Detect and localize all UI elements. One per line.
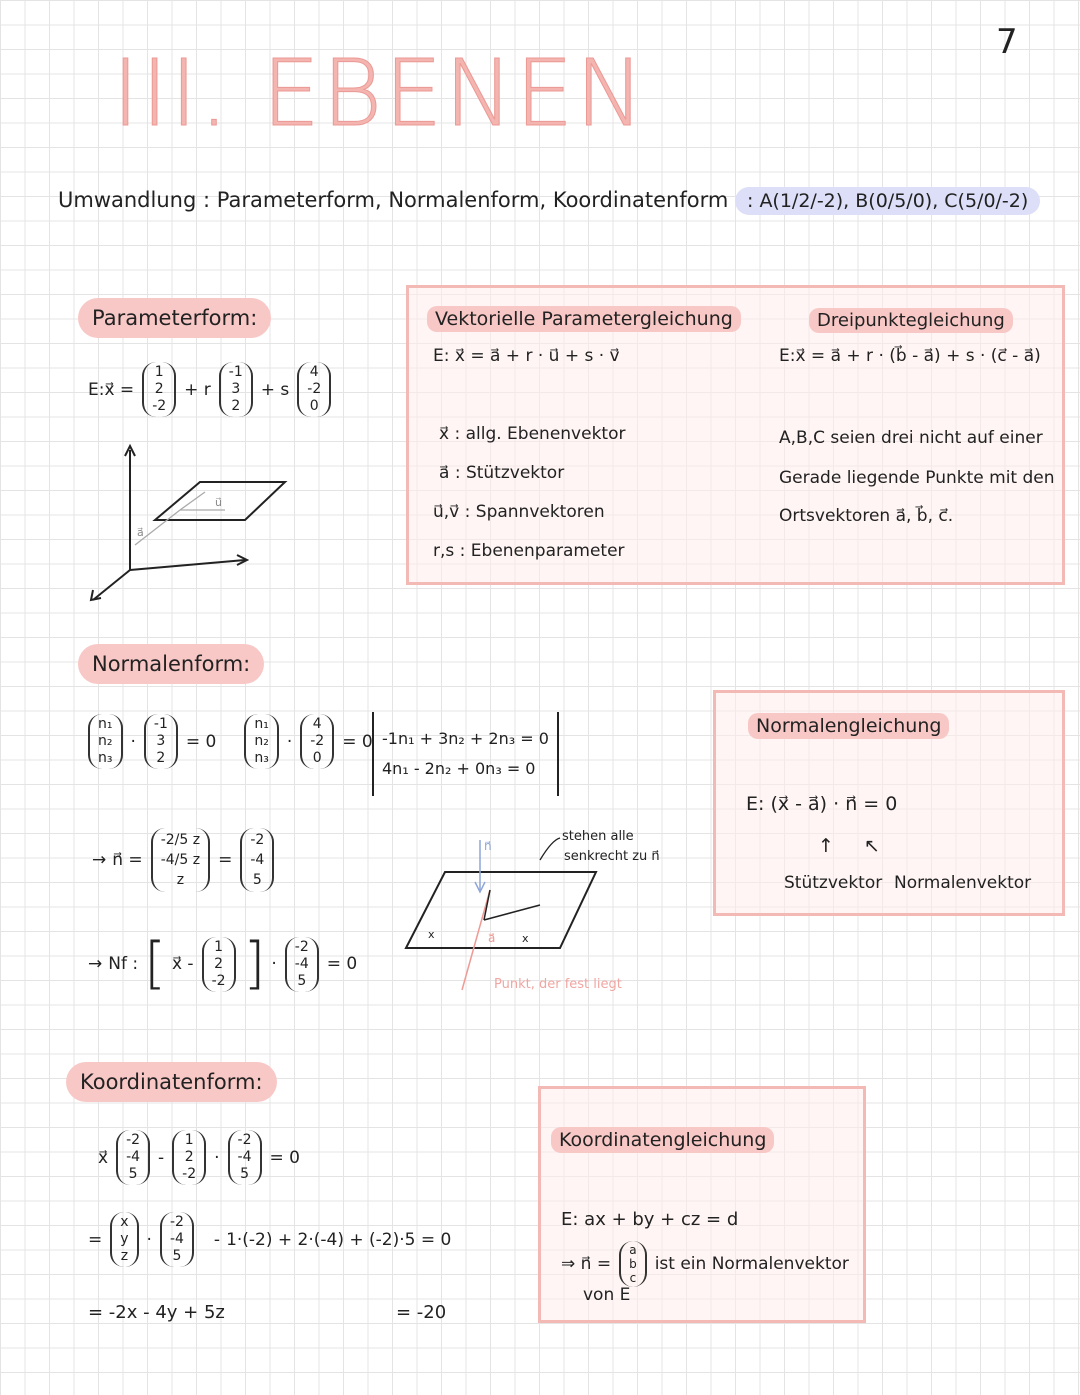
vector-n: n₁ n₂ n₃	[88, 714, 123, 769]
normal-plane-diagram	[400, 830, 680, 1000]
vector-v: 4 -2 0	[297, 362, 331, 417]
koordinatenform-result: = -20	[396, 1302, 447, 1323]
nf-equation: → Nf : [ x⃗ - 1 2 -2 ] · -2 -4 5 = 0	[88, 931, 358, 996]
diagram-n-label: n⃗	[484, 839, 492, 853]
legend-a: a⃗ : Stützvektor	[439, 463, 565, 483]
koordinatenform-line-3: = -2x - 4y + 5z	[88, 1302, 225, 1323]
intro-label: Umwandlung	[58, 188, 197, 212]
koordinatengleichung-von-e: von E	[583, 1285, 631, 1305]
dreipunkte-desc-2: Gerade liegende Punkte mit den	[779, 468, 1055, 488]
page-title: III. EBENEN	[112, 40, 647, 147]
diagram-point-note: Punkt, der fest liegt	[494, 977, 622, 992]
plane-axes-diagram	[85, 440, 305, 605]
normalengleichung-box: Normalengleichung E: (x⃗ - a⃗) · n⃗ = 0 ↑ ↖ Stützvektor Normalenvektor	[713, 690, 1065, 916]
diagram-u-label: u⃗	[215, 496, 222, 509]
parameterform-heading: Parameterform:	[78, 298, 271, 338]
dreipunkte-heading: Dreipunktegleichung	[809, 308, 1013, 333]
intro-points: : A(1/2/-2), B(0/5/0), C(5/0/-2)	[735, 187, 1040, 215]
legend-x: x⃗ : allg. Ebenenvektor	[439, 424, 626, 444]
legend-uv: u⃗,v⃗ : Spannvektoren	[433, 502, 605, 522]
dreipunkte-desc-1: A,B,C seien drei nicht auf einer	[779, 428, 1043, 448]
intro-forms: Parameterform, Normalenform, Koordinatenform	[216, 188, 729, 212]
diagram-note-1: stehen alle	[562, 830, 634, 844]
dreipunkte-desc-3: Ortsvektoren a⃗, b⃗, c⃗.	[779, 506, 954, 526]
koordinatengleichung-heading: Koordinatengleichung	[551, 1127, 774, 1153]
normalenform-dot-equations: n₁ n₂ n₃ · -1 3 2 = 0 n₁ n₂ n₃ · 4 -2 0 = 0	[86, 714, 373, 769]
normalenform-heading: Normalenform:	[78, 644, 264, 684]
koordinatengleichung-normal: ⇒ n⃗ = a b c ist ein Normalenvektor	[561, 1243, 849, 1285]
koordinatenform-line-1: x⃗ -2 -4 5 - 1 2 -2 · -2 -4 5 = 0	[98, 1130, 300, 1185]
diagram-a-label: a⃗	[137, 526, 144, 539]
label-normalenvektor: Normalenvektor	[894, 873, 1032, 893]
equation-system: -1n₁ + 3n₂ + 2n₃ = 0 4n₁ - 2n₂ + 0n₃ = 0	[372, 712, 559, 796]
dreipunkte-equation: E:x⃗ = a⃗ + r · (b⃗ - a⃗) + s · (c⃗ - a⃗)	[779, 346, 1041, 366]
koordinatenform-line-2: = x y z · -2 -4 5 - 1·(-2) + 2·(-4) + (-2)·5 = 0	[88, 1212, 451, 1267]
normalengleichung-equation: E: (x⃗ - a⃗) · n⃗ = 0	[746, 793, 898, 815]
koordinatengleichung-box	[538, 1086, 866, 1323]
normal-vector-result: → n⃗ = -2/5 z -4/5 z z = -2 -4 5	[92, 828, 276, 892]
legend-rs: r,s : Ebenenparameter	[433, 541, 625, 561]
intro-line: Umwandlung : Parameterform, Normalenform, Koordinatenform : A(1/2/-2), B(0/5/0), C(5/0/-2)	[58, 188, 1040, 212]
diagram-a2-label: a⃗	[488, 931, 496, 945]
page-number: 7	[996, 22, 1018, 62]
svg-text:x: x	[522, 932, 529, 945]
vektorielle-heading: Vektorielle Parametergleichung	[427, 306, 741, 332]
parameterform-equation: E:x⃗ = 1 2 -2 + r -1 3 2 + s 4 -2 0	[88, 362, 333, 417]
parametergleichung-box	[406, 285, 1065, 585]
vektorielle-equation: E: x⃗ = a⃗ + r · u⃗ + s · v⃗	[433, 346, 620, 366]
label-stuetzvektor: Stützvektor	[784, 873, 883, 893]
koordinatenform-heading: Koordinatenform:	[66, 1062, 277, 1102]
vector-u: -1 3 2	[219, 362, 253, 417]
koordinatengleichung-equation: E: ax + by + cz = d	[561, 1209, 739, 1230]
svg-text:x: x	[428, 928, 435, 941]
vector-a: 1 2 -2	[142, 362, 176, 417]
normalengleichung-heading: Normalengleichung	[748, 713, 949, 739]
diagram-note-2: senkrecht zu n⃗	[564, 849, 660, 864]
